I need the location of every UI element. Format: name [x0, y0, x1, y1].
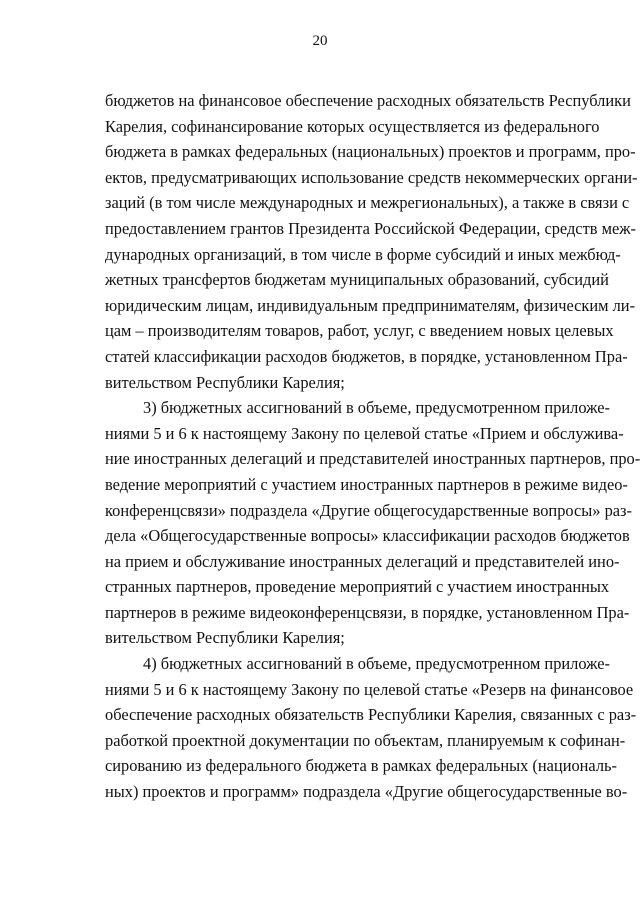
- text-line: обеспечение расходных обязательств Республики Карелия, связанных с раз-: [105, 705, 637, 725]
- text-line: вительством Республики Карелия;: [105, 372, 345, 392]
- text-line: дела «Общегосударственные вопросы» классификации расходов бюджетов: [105, 526, 630, 546]
- text-line: жетных трансфертов бюджетам муниципальных образований, субсидий: [105, 270, 609, 290]
- text-line: бюджетов на финансовое обеспечение расходных обязательств Республики: [105, 91, 631, 110]
- document-body: [105, 88, 640, 805]
- text-line: конференцсвязи» подраздела «Другие общегосударственные вопросы» раз-: [105, 500, 632, 520]
- text-line: ведение мероприятий с участием иностранных партнеров в режиме видео-: [105, 474, 628, 494]
- text-line: вительством Республики Карелия;: [105, 628, 345, 648]
- paragraph: [105, 651, 637, 805]
- text-line: цам – производителям товаров, работ, услуг, с введением новых целевых: [105, 321, 614, 341]
- text-line: дународных организаций, в том числе в форме субсидий и иных межбюд-: [105, 244, 621, 264]
- text-line: статей классификации расходов бюджетов, в порядке, установленном Пра-: [105, 346, 628, 366]
- page-number: 20: [312, 33, 328, 49]
- text-line: 3) бюджетных ассигнований в объеме, предусмотренном приложе-: [143, 398, 610, 418]
- text-line: партнеров в режиме видеоконференцсвязи, в порядке, установленном Пра-: [105, 602, 630, 622]
- paragraph: [105, 395, 640, 651]
- text-line: ных) проектов и программ» подраздела «Другие общегосударственные во-: [105, 782, 628, 802]
- text-line: сированию из федерального бюджета в рамках федеральных (националь-: [105, 756, 617, 776]
- text-line: работкой проектной документации по объектам, планируемым к софинан-: [105, 730, 626, 750]
- text-line: Карелия, софинансирование которых осуществляется из федерального: [105, 116, 600, 136]
- text-line: бюджета в рамках федеральных (национальных) проектов и программ, про-: [105, 142, 636, 162]
- text-line: ние иностранных делегаций и представителей иностранных партнеров, про-: [105, 449, 640, 469]
- paragraph: [105, 88, 638, 395]
- text-line: ниями 5 и 6 к настоящему Закону по целевой статье «Прием и обслужива-: [105, 423, 624, 443]
- text-line: на прием и обслуживание иностранных делегаций и представителей ино-: [105, 551, 620, 571]
- text-line: юридическим лицам, индивидуальным предпринимателям, физическим ли-: [105, 295, 636, 315]
- text-line: заций (в том числе международных и межрегиональных), а также в связи с: [105, 193, 630, 213]
- text-line: предоставлением грантов Президента Российской Федерации, средств меж-: [105, 218, 637, 238]
- text-line: ниями 5 и 6 к настоящему Закону по целевой статье «Резерв на финансовое: [105, 679, 634, 699]
- text-line: ектов, предусматривающих использование средств некоммерческих органи-: [105, 167, 638, 187]
- text-line: странных партнеров, проведение мероприятий с участием иностранных: [105, 577, 610, 597]
- text-line: 4) бюджетных ассигнований в объеме, предусмотренном приложе-: [143, 654, 610, 674]
